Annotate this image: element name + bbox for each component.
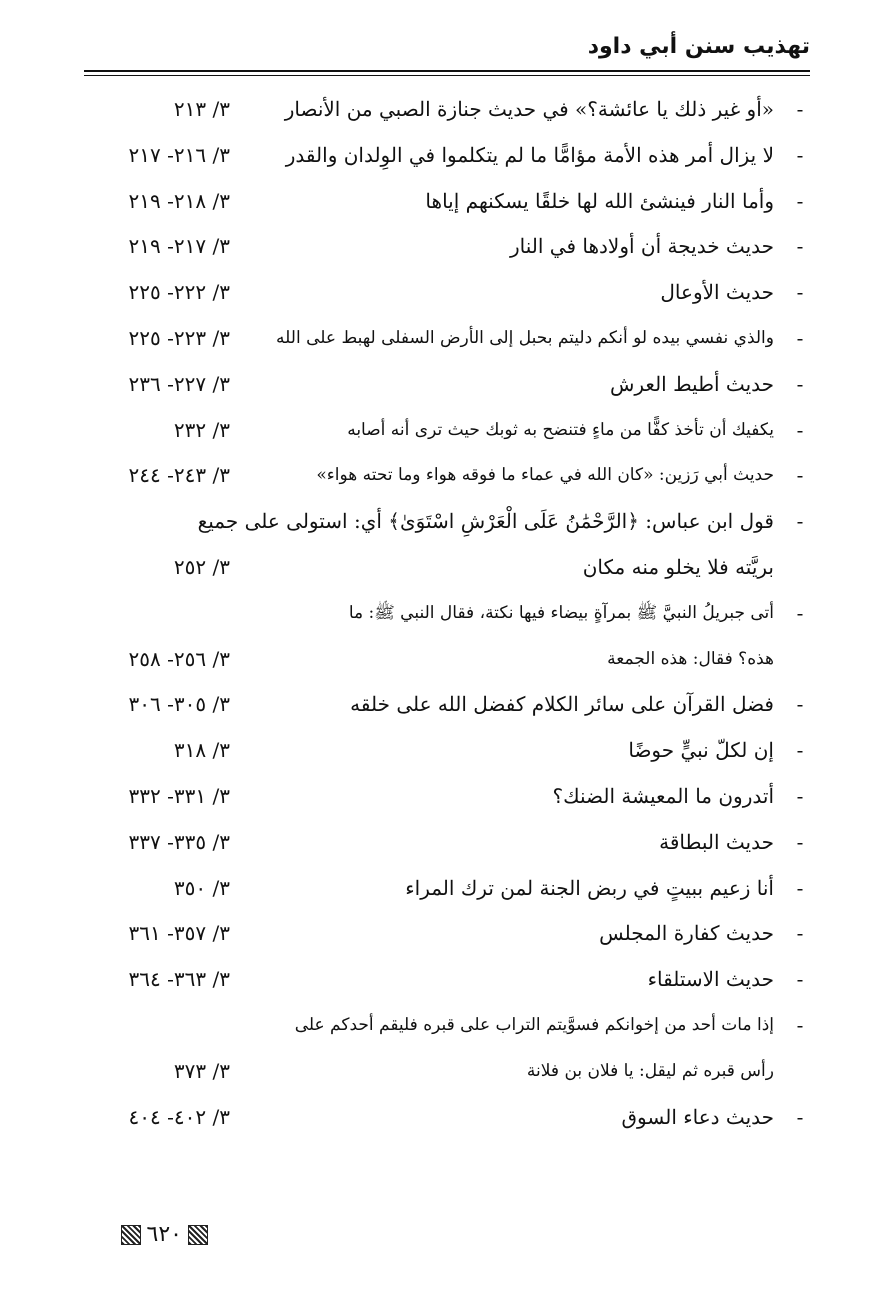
entry-dash: -	[796, 692, 804, 717]
header-rule	[84, 70, 810, 72]
entry-line	[80, 453, 810, 499]
entry-line	[80, 316, 810, 362]
entry-text: إذا مات أحد من إخوانكم فسوَّيتم التراب على قبره فليقم أحدكم على	[294, 1014, 774, 1035]
entry-dash: -	[796, 783, 804, 808]
entry-text: حديث الاستلقاء	[647, 967, 774, 992]
index-entry	[80, 820, 810, 866]
index-entry	[80, 728, 810, 774]
entry-line	[80, 866, 810, 912]
entry-text: رأس قبره ثم ليقل: يا فلان بن فلانة	[526, 1060, 774, 1081]
entry-text: أتى جبريلُ النبيَّ ﷺ بمرآةٍ بيضاء فيها نكتة، فقال النبي ﷺ: ما	[348, 602, 774, 623]
index-entry	[80, 453, 810, 499]
entry-reference: ٣/ ٢١٣	[173, 97, 230, 121]
entry-reference: ٣/ ٣١٨	[173, 738, 230, 763]
index-entry	[80, 682, 810, 728]
entry-line	[80, 133, 810, 179]
entry-line	[80, 87, 810, 133]
entry-text: حديث كفارة المجلس	[599, 921, 774, 946]
entry-text: أتدرون ما المعيشة الضنك؟	[552, 783, 774, 808]
entry-reference: ٣/ ٣٥٠	[173, 875, 230, 900]
entry-dash: -	[796, 463, 804, 488]
entry-reference: ٣/ ٣٠٥- ٣٠٦	[128, 692, 230, 717]
entry-line	[80, 637, 810, 683]
running-header	[84, 30, 810, 74]
entry-reference: ٣/ ٢٢٧- ٢٣٦	[128, 371, 230, 396]
index-entry	[80, 87, 810, 133]
index-entry	[80, 499, 810, 591]
entry-reference: ٣/ ٤٠٢- ٤٠٤	[128, 1104, 230, 1129]
entry-text: حديث أبي رَزين: «كان الله في عماء ما فوقه هواء وما تحته هواء»	[316, 465, 774, 486]
entry-dash: -	[796, 1104, 804, 1129]
index-entry	[80, 316, 810, 362]
index-entry	[80, 362, 810, 408]
entry-line	[80, 499, 810, 545]
index-entry	[80, 957, 810, 1003]
entry-text: والذي نفسي بيده لو أنكم دليتم بحبل إلى الأرض السفلى لهبط على الله	[276, 327, 774, 348]
entry-text: حديث الأوعال	[660, 280, 774, 305]
entry-dash: -	[796, 234, 804, 259]
entry-reference: ٣/ ٢٣٢	[173, 417, 230, 442]
entry-line	[80, 957, 810, 1003]
entry-dash: -	[796, 142, 804, 167]
entry-text: «أو غير ذلك يا عائشة؟» في حديث جنازة الصبي من الأنصار	[284, 97, 774, 121]
entry-line	[80, 362, 810, 408]
entry-line	[80, 1095, 810, 1141]
entry-dash: -	[796, 188, 804, 213]
entry-reference: ٣/ ٣٧٣	[173, 1058, 230, 1083]
entry-reference: ٣/ ٢١٧- ٢١٩	[128, 234, 230, 259]
ornament-icon	[188, 1225, 208, 1245]
entry-line	[80, 911, 810, 957]
entry-line	[80, 820, 810, 866]
entry-reference: ٣/ ٢١٦- ٢١٧	[128, 142, 230, 167]
entry-text: حديث خديجة أن أولادها في النار	[510, 234, 774, 259]
entry-dash: -	[796, 371, 804, 396]
entry-text: أنا زعيم ببيتٍ في ربض الجنة لمن ترك المراء	[405, 875, 774, 900]
entry-line	[80, 1049, 810, 1095]
entry-text: يكفيك أن تأخذ كفًّا من ماءٍ فتنضح به ثوبك حيث ترى أنه أصابه	[347, 419, 774, 440]
entry-line	[80, 682, 810, 728]
entry-line	[80, 774, 810, 820]
entry-dash: -	[796, 509, 804, 534]
entry-dash: -	[796, 738, 804, 763]
index-entry	[80, 591, 810, 683]
entry-dash: -	[796, 1012, 804, 1037]
entry-reference: ٣/ ٣٣٥- ٣٣٧	[128, 829, 230, 854]
entry-text: قول ابن عباس: ﴿الرَّحْمَٰنُ عَلَى الْعَرْشِ اسْتَوَىٰ﴾ أي: استولى على جميع	[197, 509, 774, 534]
entry-dash: -	[796, 417, 804, 442]
entry-text: حديث دعاء السوق	[621, 1104, 774, 1129]
entry-dash: -	[796, 600, 804, 625]
entry-reference: ٣/ ٣٦٣- ٣٦٤	[128, 967, 230, 992]
entry-line	[80, 728, 810, 774]
index-entry	[80, 866, 810, 912]
index-entry	[80, 774, 810, 820]
entry-line	[80, 591, 810, 637]
entry-text: بريَّته فلا يخلو منه مكان	[582, 554, 774, 579]
ornament-icon	[121, 1225, 141, 1245]
index-entry	[80, 408, 810, 454]
hadith-index-list	[80, 87, 810, 1140]
page-number: ٦٢٠	[146, 1222, 182, 1247]
page-footer	[88, 1222, 208, 1254]
entry-dash: -	[796, 829, 804, 854]
entry-dash: -	[796, 325, 804, 350]
entry-text: لا يزال أمر هذه الأمة مؤامًّا ما لم يتكلموا في الوِلدان والقدر	[285, 142, 774, 167]
entry-reference: ٣/ ٢٤٣- ٢٤٤	[128, 463, 230, 488]
entry-dash: -	[796, 280, 804, 305]
header-rule-thin	[84, 75, 810, 76]
book-title: تهذيب سنن أبي داود	[587, 34, 810, 59]
entry-text: وأما النار فينشئ الله لها خلقًا يسكنهم إياها	[425, 188, 774, 213]
entry-reference: ٣/ ٢٥٢	[173, 554, 230, 579]
entry-text: فضل القرآن على سائر الكلام كفضل الله على خلقه	[350, 692, 774, 717]
entry-line	[80, 270, 810, 316]
index-entry	[80, 224, 810, 270]
entry-reference: ٣/ ٢١٨- ٢١٩	[128, 188, 230, 213]
entry-reference: ٣/ ٢٢٢- ٢٢٥	[128, 280, 230, 305]
entry-text: حديث أطيط العرش	[609, 371, 774, 396]
entry-line	[80, 545, 810, 591]
index-entry	[80, 270, 810, 316]
entry-line	[80, 179, 810, 225]
entry-dash: -	[796, 967, 804, 992]
entry-dash: -	[796, 97, 804, 121]
entry-line	[80, 224, 810, 270]
entry-line	[80, 408, 810, 454]
entry-text: حديث البطاقة	[659, 829, 774, 854]
index-entry	[80, 1003, 810, 1095]
index-entry	[80, 1095, 810, 1141]
index-entry	[80, 179, 810, 225]
entry-reference: ٣/ ٢٥٦- ٢٥٨	[128, 646, 230, 671]
entry-line	[80, 1003, 810, 1049]
entry-dash: -	[796, 921, 804, 946]
index-entry	[80, 911, 810, 957]
index-entry	[80, 133, 810, 179]
entry-dash: -	[796, 875, 804, 900]
entry-reference: ٣/ ٣٥٧- ٣٦١	[128, 921, 230, 946]
entry-reference: ٣/ ٢٢٣- ٢٢٥	[128, 325, 230, 350]
entry-text: هذه؟ فقال: هذه الجمعة	[607, 648, 774, 669]
entry-reference: ٣/ ٣٣١- ٣٣٢	[128, 783, 230, 808]
entry-text: إن لكلّ نبيٍّ حوضًا	[628, 738, 774, 763]
